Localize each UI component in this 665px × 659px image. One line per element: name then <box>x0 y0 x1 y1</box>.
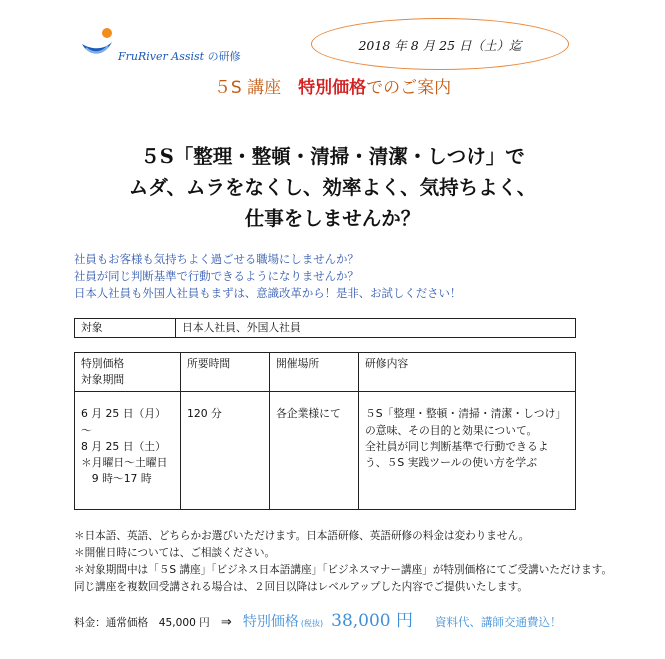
normal-price: 料金：通常価格 45,000 円 <box>74 617 210 629</box>
note-schedule: ＊開催日時については、ご相談ください。 <box>74 547 276 559</box>
note-courses: ＊対象期間中は「５S 講座」「ビジネス日本語講座」「ビジネスマナー講座」が特別価格にてご受講いただけます。 <box>74 564 613 576</box>
subtitle-special: 特別価格 <box>298 78 367 98</box>
cell-duration: 120 分 <box>181 392 270 510</box>
brand-name <box>118 48 241 64</box>
brand-suffix: の研修 <box>204 50 241 63</box>
target-label: 対象 <box>75 319 176 338</box>
course-info-table <box>74 352 576 510</box>
subtitle-course: ５S 講座 <box>213 78 299 98</box>
lead-line-1: 社員もお客様も気持ちよく過ごせる職場にしませんか？ <box>74 252 359 266</box>
subtitle-rest: でのご案内 <box>366 78 452 98</box>
special-price-label: 特別価格 <box>242 614 299 630</box>
cell-period: 6 月 25 日（月） ～ 8 月 25 日（土） ＊月曜日～土曜日 9 時～17 時 <box>75 392 181 510</box>
target-row <box>75 319 576 338</box>
note-language: ＊日本語、英語、どちらかお選びいただけます。日本語研修、英語研修の料金は変わりません。 <box>74 530 530 542</box>
headline-line-1: ５S「整理・整頓・清掃・清潔・しつけ」で <box>140 145 525 168</box>
table-row <box>75 392 576 510</box>
page-subtitle <box>0 73 665 98</box>
price-extras: 資料代、講師交通費込！ <box>435 615 562 629</box>
arrow-icon: ⇒ <box>220 615 232 630</box>
cell-location: 各企業様にて <box>270 392 359 510</box>
target-value: 日本人社員、外国人社員 <box>176 319 576 338</box>
header-period: 特別価格 対象期間 <box>75 353 181 392</box>
table-header-row <box>75 353 576 392</box>
frurriver-logo-icon <box>78 26 118 60</box>
headline-line-2: ムダ、ムラをなくし、効率よく、気持ちよく、 <box>128 176 537 199</box>
note-repeat: 同じ講座を複数回受講される場合は、２回目以降はレベルアップした内容でご提供いたします。 <box>74 581 528 593</box>
header-content: 研修内容 <box>359 353 576 392</box>
cell-content: ５S「整理・整頓・清掃・清潔・しつけ」の意味、その目的と効果について。 全社員が同じ判断基準で行動できるよう、５S 実践ツールの使い方を学ぶ <box>359 392 576 510</box>
header-location: 開催場所 <box>270 353 359 392</box>
tax-note: (税抜) <box>300 619 324 628</box>
headline-line-3: 仕事をしませんか？ <box>244 207 421 230</box>
lead-line-3: 日本人社員も外国人社員もまずは、意識改革から！是非、お試しください！ <box>74 286 462 300</box>
lead-line-2: 社員が同じ判断基準で行動できるようになりませんか？ <box>74 269 359 283</box>
deadline-date: 2018 年 8 月 25 日（土）迄 <box>358 38 522 53</box>
price-line <box>74 606 562 631</box>
target-table <box>74 318 576 338</box>
special-price-amount: 38,000 円 <box>331 611 414 631</box>
brand-title: FruRiver Assist <box>118 50 205 63</box>
header-duration: 所要時間 <box>181 353 270 392</box>
